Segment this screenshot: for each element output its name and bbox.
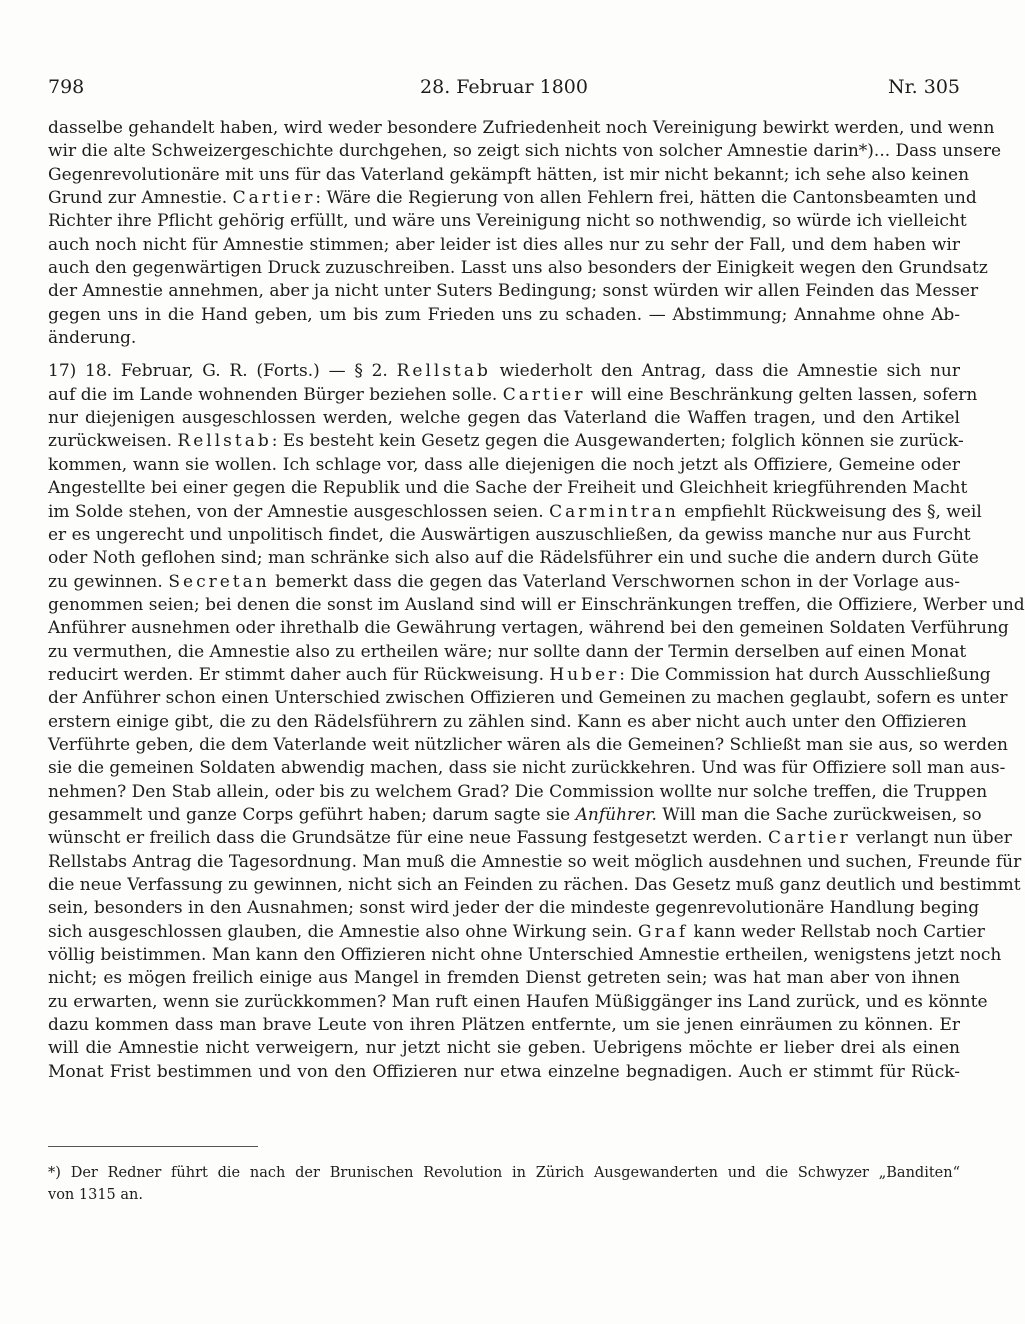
paragraph-gap bbox=[48, 350, 960, 360]
text-line bbox=[48, 571, 960, 594]
text-line bbox=[48, 327, 960, 350]
text-run: nicht; es mögen freilich einige aus Mangel in fremden Dienst getreten sein; was hat man aber von ihnen bbox=[48, 968, 960, 989]
document-number: Nr. 305 bbox=[888, 76, 960, 98]
text-run: völlig beistimmen. Man kann den Offizieren nicht ohne Unterschied Amnestie ertheilen, wenigstens jetzt noch bbox=[48, 945, 1002, 966]
text-run: auf die im Lande wohnenden Bürger beziehen solle. bbox=[48, 384, 503, 405]
text-line bbox=[48, 967, 960, 990]
text-run: zu vermuthen, die Amnestie also zu ertheilen wäre; nur sollte dann der Termin derselben auf einen Monat bbox=[48, 641, 967, 662]
text-run: will eine Beschränkung gelten lassen, sofern bbox=[585, 384, 978, 405]
text-run: kommen, wann sie wollen. Ich schlage vor, dass alle diejenigen die noch jetzt als Offiziere, Gemeine oder bbox=[48, 454, 960, 475]
text-run: : Es besteht kein Gesetz gegen die Ausgewanderten; folglich können sie zurück- bbox=[271, 431, 964, 452]
text-line bbox=[48, 524, 971, 547]
text-run: dazu kommen dass man brave Leute von ihren Plätzen entfernte, um sie jenen einräumen zu können. Er bbox=[48, 1015, 960, 1036]
text-run: wiederholt den Antrag, dass die Amnestie sich nur bbox=[490, 361, 960, 382]
text-run: Grund zur Amnestie. bbox=[48, 188, 233, 209]
text-run: zurückweisen. bbox=[48, 431, 178, 452]
text-run: bemerkt dass die gegen das Vaterland Verschwornen schon in der Vorlage aus- bbox=[269, 571, 960, 592]
text-run: sich ausgeschlossen glauben, die Amnestie also ohne Wirkung sein. bbox=[48, 921, 638, 942]
speaker-name: Graf bbox=[638, 921, 689, 942]
text-line bbox=[48, 547, 979, 570]
text-line bbox=[48, 1037, 960, 1060]
footnote bbox=[48, 1162, 960, 1206]
text-run: sie die gemeinen Soldaten abwendig machen, dass sie nicht zurückkehren. Und was für Offiziere soll man aus- bbox=[48, 758, 1006, 779]
text-run: dasselbe gehandelt haben, wird weder besondere Zufriedenheit noch Vereinigung bewirkt werden, und wenn bbox=[48, 118, 995, 138]
text-line bbox=[48, 687, 1008, 710]
text-run: verlangt nun über bbox=[850, 828, 1012, 849]
page-header bbox=[48, 76, 960, 100]
text-run: 17) 18. Februar, G. R. (Forts.) — § 2. bbox=[48, 361, 397, 382]
text-line bbox=[48, 164, 970, 187]
text-line bbox=[48, 384, 978, 407]
text-run: auch noch nicht für Amnestie stimmen; aber leider ist dies alles nur zu sehr der Fall, und dem haben wir bbox=[48, 234, 960, 255]
text-run: Verführte geben, die dem Vaterlande weit nützlicher wären als die Gemeinen? Schließt man sie aus, so werden bbox=[48, 734, 1008, 755]
text-line bbox=[48, 781, 988, 804]
text-line bbox=[48, 664, 991, 687]
footnote-line: *) Der Redner führt die nach der Brunischen Revolution in Zürich Ausgewanderten und die Schwyzer „Banditen“ bbox=[48, 1165, 960, 1181]
text-run: oder Noth geflohen sind; man schränke sich also auf die Rädelsführer ein und suche die andern durch Güte bbox=[48, 548, 979, 569]
text-line bbox=[48, 1061, 960, 1084]
speaker-name: Cartier bbox=[232, 188, 316, 209]
page-date: 28. Februar 1800 bbox=[420, 76, 588, 98]
speaker-name: Rellstab bbox=[396, 361, 491, 382]
text-line bbox=[48, 711, 967, 734]
text-run: gesammelt und ganze Corps geführt haben; darum sagte sie bbox=[48, 804, 576, 825]
text-run: reducirt werden. Er stimmt daher auch für Rückweisung. bbox=[48, 664, 550, 685]
text-run: nehmen? Den Stab allein, oder bis zu welchem Grad? Die Commission wollte nur solche treffen, die Truppen bbox=[48, 781, 988, 802]
text-line bbox=[48, 117, 995, 140]
text-run: Richter ihre Pflicht gehörig erfüllt, und wäre uns Vereinigung nicht so nothwendig, so würde ich vielleicht bbox=[48, 211, 967, 232]
text-line bbox=[48, 594, 1025, 617]
text-run: der Amnestie annehmen, aber ja nicht unter Suters Bedingung; sonst würden wir allen Feinden das Messer bbox=[48, 281, 979, 302]
text-line bbox=[48, 851, 1022, 874]
text-line bbox=[48, 280, 979, 303]
text-line bbox=[48, 617, 1009, 640]
speaker-name: Cartier bbox=[768, 828, 851, 849]
text-line bbox=[48, 360, 960, 383]
page-number: 798 bbox=[48, 76, 85, 98]
text-run: empfiehlt Rückweisung des §, weil bbox=[678, 501, 982, 522]
text-run: gegen uns in die Hand geben, um bis zum Frieden uns zu schaden. — Abstimmung; Annahme ohne Ab- bbox=[48, 304, 960, 325]
text-line bbox=[48, 501, 982, 524]
text-line bbox=[48, 1014, 960, 1037]
text-line bbox=[48, 944, 1002, 967]
text-run: nur diejenigen ausgeschlossen werden, welche gegen das Vaterland die Waffen tragen, und den Artikel bbox=[48, 408, 960, 429]
text-line bbox=[48, 897, 980, 920]
text-run: kann weder Rellstab noch Cartier bbox=[688, 921, 985, 942]
text-run: wünscht er freilich dass die Grundsätze für eine neue Fassung festgesetzt werden. bbox=[48, 828, 768, 849]
speaker-name: Secretan bbox=[168, 571, 270, 592]
text-run: erstern einige gibt, die zu den Rädelsführern zu zählen sind. Kann es aber nicht auch unter den Offizieren bbox=[48, 711, 967, 732]
text-run: Anführer ausnehmen oder ihrethalb die Gewährung vertagen, während bei den gemeinen Soldaten Verführung bbox=[48, 618, 1009, 639]
body-text bbox=[48, 117, 1025, 1084]
text-run: Monat Frist bestimmen und von den Offizieren nur etwa einzelne begnadigen. Auch er stimmt für Rück- bbox=[48, 1061, 960, 1082]
text-run: zu erwarten, wenn sie zurückkommen? Man ruft einen Haufen Müßiggänger ins Land zurück, und es könnte bbox=[48, 991, 988, 1012]
footnote-line: von 1315 an. bbox=[48, 1187, 143, 1203]
text-run: Rellstabs Antrag die Tagesordnung. Man muß die Amnestie so weit möglich ausdehnen und suchen, Freunde für bbox=[48, 851, 1022, 872]
text-line bbox=[48, 477, 968, 500]
text-run: Angestellte bei einer gegen die Republik und die Sache der Freiheit und Gleichheit kriegführenden Macht bbox=[48, 478, 968, 499]
text-run: änderung. bbox=[48, 328, 137, 349]
text-line bbox=[48, 991, 988, 1014]
text-run: : Wäre die Regierung von allen Fehlern frei, hätten die Cantonsbeamten und bbox=[315, 188, 977, 209]
text-run: die neue Verfassung zu gewinnen, nicht sich an Feinden zu rächen. Das Gesetz muß ganz deutlich und bestimmt bbox=[48, 875, 1021, 895]
text-line bbox=[48, 454, 960, 477]
text-line bbox=[48, 874, 1021, 897]
speaker-name: Carmintran bbox=[549, 501, 679, 522]
text-run: der Anführer schon einen Unterschied zwischen Offizieren und Gemeinen zu machen geglaubt, sofern es unter bbox=[48, 688, 1008, 709]
footnote-divider bbox=[48, 1146, 258, 1147]
text-run: genommen seien; bei denen die sonst im Ausland sind will er Einschränkungen treffen, die Offiziere, Werber und bbox=[48, 594, 1025, 615]
text-run: zu gewinnen. bbox=[48, 571, 169, 592]
text-run: auch den gegenwärtigen Druck zuzuschreiben. Lasst uns also besonders der Einigkeit wegen den Grundsatz bbox=[48, 258, 988, 279]
text-line bbox=[48, 734, 1008, 757]
text-line bbox=[48, 187, 977, 210]
text-line bbox=[48, 140, 1002, 163]
text-run: wir die alte Schweizergeschichte durchgehen, so zeigt sich nichts von solcher Amnestie darin*)... Dass unsere bbox=[48, 141, 1002, 162]
text-line bbox=[48, 407, 960, 430]
text-line bbox=[48, 257, 988, 280]
text-line bbox=[48, 827, 1012, 850]
text-run: er es ungerecht und unpolitisch findet, die Auswärtigen auszuschließen, da gewiss manche nur aus Furcht bbox=[48, 524, 971, 545]
text-line bbox=[48, 210, 967, 233]
text-run: will die Amnestie nicht verweigern, nur jetzt nicht sie geben. Uebrigens möchte er lieber drei als einen bbox=[48, 1038, 960, 1059]
emphasis-text: Anführer. bbox=[575, 804, 657, 825]
text-line bbox=[48, 641, 967, 664]
text-line bbox=[48, 757, 1006, 780]
text-line bbox=[48, 304, 960, 327]
text-run: Gegenrevolutionäre mit uns für das Vaterland gekämpft hätten, ist mir nicht bekannt; ich sehe also keinen bbox=[48, 164, 970, 185]
text-line bbox=[48, 921, 985, 944]
text-run: : Die Commission hat durch Ausschließung bbox=[619, 664, 991, 685]
text-line bbox=[48, 804, 982, 827]
text-line bbox=[48, 430, 964, 453]
text-run: Will man die Sache zurückweisen, so bbox=[656, 804, 982, 825]
speaker-name: Huber bbox=[549, 664, 620, 685]
text-line bbox=[48, 234, 960, 257]
text-run: sein, besonders in den Ausnahmen; sonst wird jeder der die mindeste gegenrevolutionäre Handlung beging bbox=[48, 898, 980, 919]
speaker-name: Rellstab bbox=[177, 431, 272, 452]
text-run: im Solde stehen, von der Amnestie ausgeschlossen seien. bbox=[48, 501, 550, 522]
speaker-name: Cartier bbox=[502, 384, 586, 405]
